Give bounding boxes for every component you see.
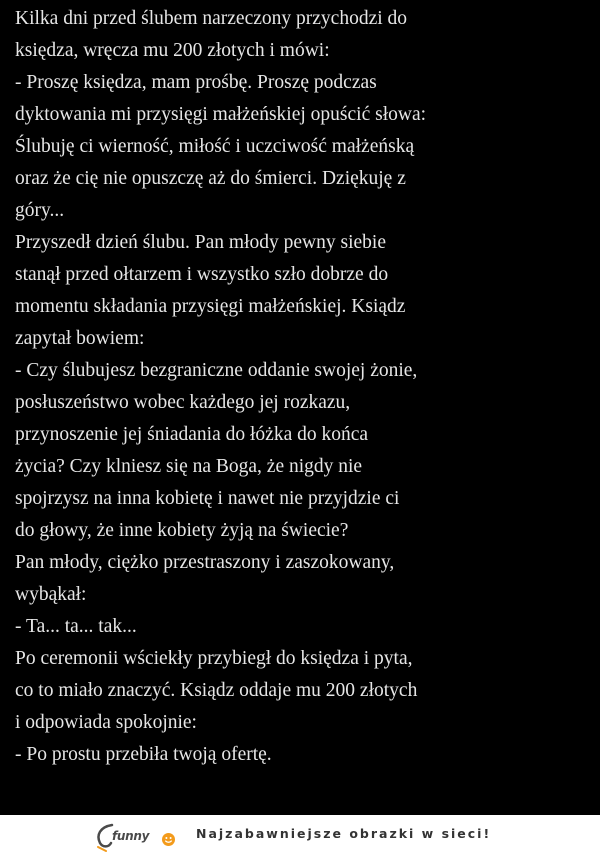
story-line: Po ceremonii wściekły przybiegł do księdza i pyta, [15,648,413,669]
story-line: Przyszedł dzień ślubu. Pan młody pewny siebie [15,232,386,253]
site-tagline: Najzabawniejsze obrazki w sieci! [196,826,492,841]
story-line: - Ta... ta... tak... [15,616,137,637]
story-text [15,3,595,771]
story-line: do głowy, że inne kobiety żyją na świecie? [15,520,349,541]
story-line: dyktowania mi przysięgi małżeńskiej opuścić słowa: [15,104,427,125]
story-line: momentu składania przysięgi małżeńskiej. Ksiądz [15,296,406,317]
footer-bar [0,815,600,856]
story-line: Ślubuję ci wierność, miłość i uczciwość małżeńską [15,136,415,157]
story-line: co to miało znaczyć. Ksiądz oddaje mu 200 złotych [15,680,418,701]
story-line: Kilka dni przed ślubem narzeczony przychodzi do [15,8,408,29]
story-line: zapytał bowiem: [15,328,145,349]
story-line: księdza, wręcza mu 200 złotych i mówi: [15,40,330,61]
story-line: posłuszeństwo wobec każdego jej rozkazu, [15,392,351,413]
story-line: - Proszę księdza, mam prośbę. Proszę podczas [15,72,377,93]
story-line: przynoszenie jej śniadania do łóżka do końca [15,424,369,445]
story-line: spojrzysz na inna kobietę i nawet nie przyjdzie ci [15,488,400,509]
story-line: życia? Czy klniesz się na Boga, że nigdy nie [15,456,363,477]
logo-text: funny [112,829,150,843]
story-line: oraz że cię nie opuszczę aż do śmierci. Dziękuję z [15,168,406,189]
story-line: - Czy ślubujesz bezgraniczne oddanie swojej żonie, [15,360,418,381]
story-line: góry... [15,200,65,221]
smiley-icon [162,833,175,846]
story-line: wybąkał: [15,584,87,605]
story-line: - Po prostu przebiła twoją ofertę. [15,744,272,765]
site-logo[interactable] [92,821,192,853]
story-line: stanął przed ołtarzem i wszystko szło dobrze do [15,264,389,285]
story-line: Pan młody, ciężko przestraszony i zaszokowany, [15,552,395,573]
story-line: i odpowiada spokojnie: [15,712,197,733]
